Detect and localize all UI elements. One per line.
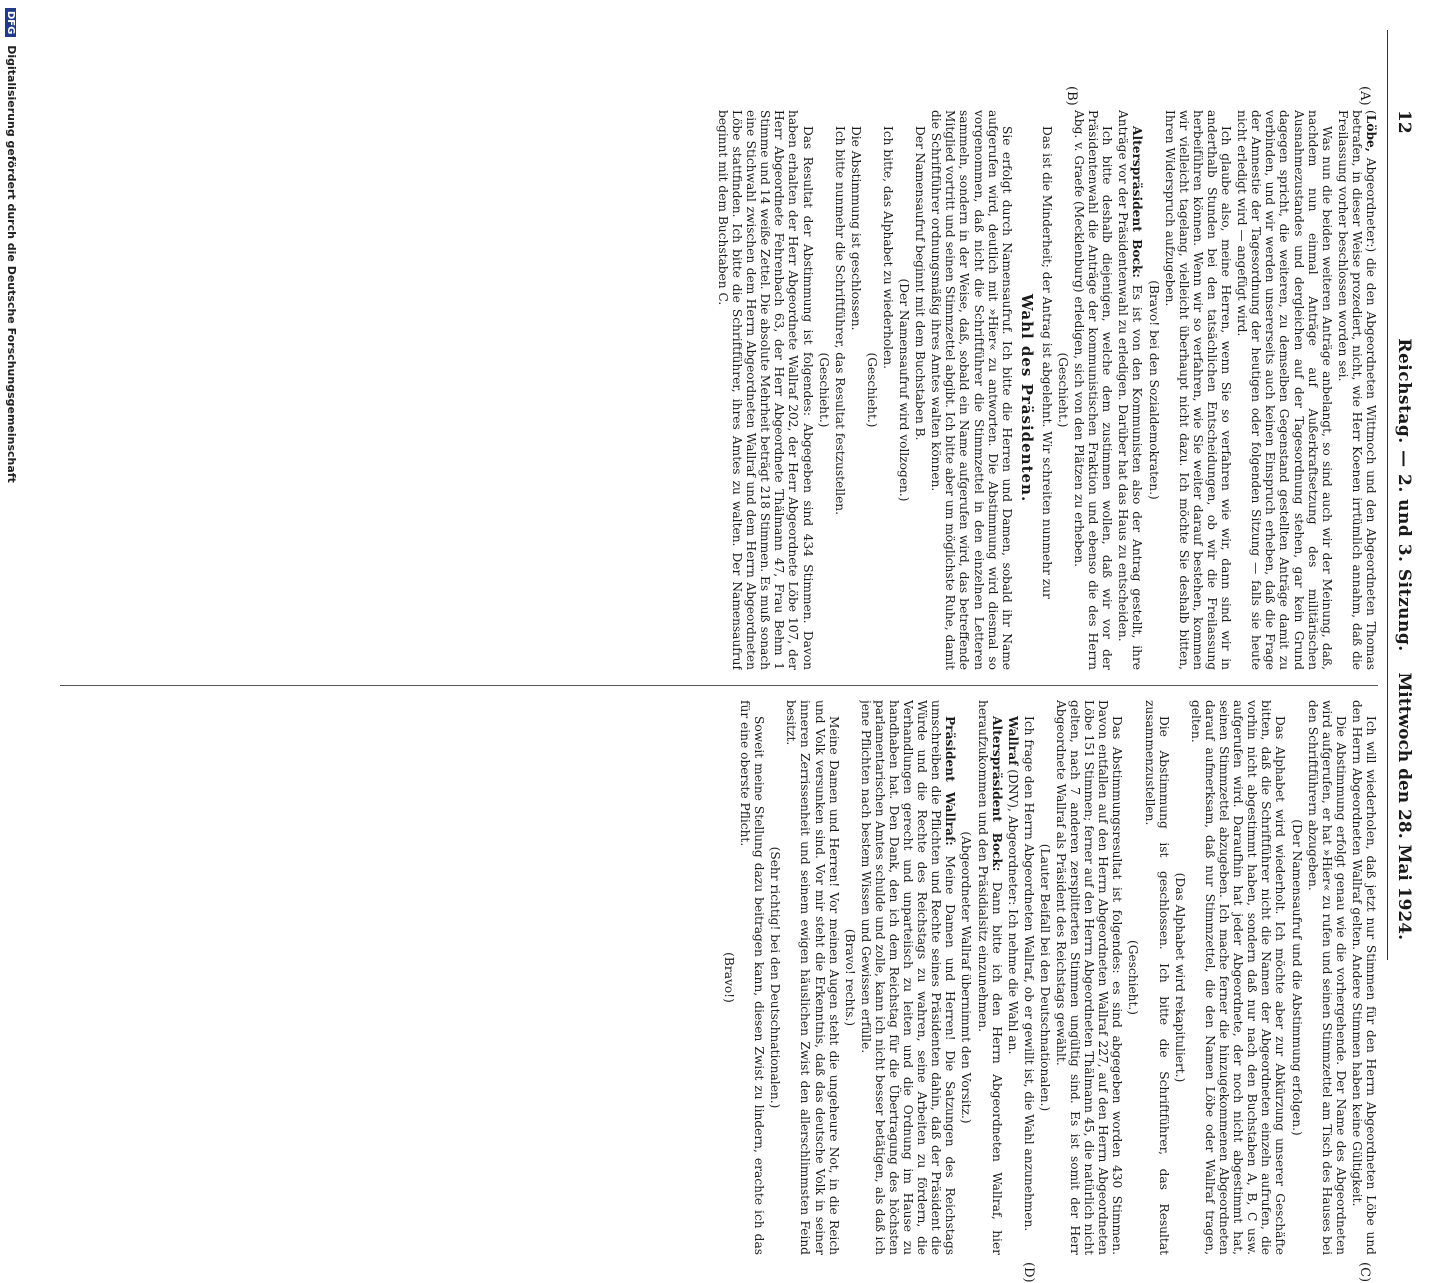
page-title: Reichstag. — 2. und 3. Sitzung.: [1394, 338, 1414, 652]
paragraph: Das Abstimmungsresultat ist folgendes: es sind abgegeben worden 430 Stimmen. Davon entfallen auf den Herrn Abgeordneten Wallraf 227, auf den Herrn Abgeordneten Löbe 151 Stimmen; ferner auf den Herrn Abgeordneten Thälmann 45, die natürlich nicht gelten, nach 7 anderen zersplitterten Stimmen ungültig sind. Es ist somit der Herr Abgeordnete Wallraf als Präsident des Reichstags gewählt.: [1054, 700, 1125, 1255]
column-divider: [60, 685, 1378, 686]
paragraph: [1116, 110, 1144, 670]
margin-marker-d: (D): [1021, 1262, 1036, 1283]
stage-direction: (Der Namensaufruf wird vollzogen.): [897, 278, 912, 502]
speaker-name: Löbe,: [1364, 114, 1378, 152]
speaker-role: Abgeordneter:: [1364, 157, 1378, 248]
section-heading: Wahl des Präsidenten.: [1017, 293, 1036, 503]
paragraph: (Löbe, Abgeordneter:) die den Abgeordneten Wittmoch und den Abgeordneten Thomas betrafen, in dieser Weise prozediert, nicht, wie Herr Koenen irrtümlich annahm, daß die Freilassung vorher beschlossen worden sei.: [1335, 110, 1378, 670]
paragraph: Meine Damen und Herren! Vor meinen Augen steht die ungeheure Not, in die Reich und Volk versunken sind. Vor mir steht die Erkenntnis, daß das deutsche Volk in seiner inneren Zerrissenheit und seinem ewigen häuslichen Zwist den allerschlimmsten Feind besitzt.: [784, 700, 841, 1255]
paragraph-text: Dann bitte ich den Herrn Abgeordneten Wallraf, hier heraufzukommen und den Präsidialsitz einzunehmen.: [975, 700, 1004, 1255]
stage-direction: (Der Namensaufruf und die Abstimmung erfolgen.): [1289, 819, 1304, 1136]
stage-direction: (Geschieht.): [816, 352, 831, 428]
dfg-credit: [4, 8, 18, 988]
paragraph: Was nun die beiden weiteren Anträge anbelangt, so sind auch wir der Meinung, daß, nachdem nun einmal Anträge auf Außerkraftsetzung des militärischen Ausnahmezustandes und dergleichen auf der Tagesordnung stehen, gar kein Grund dagegen spricht, die weiteren, zu demselben Gegenstand gestellten Anträge damit zu verbinden, und wir werden unsererseits auch keinen Einspruch erheben, daß die Frage der Amnestie der Tagesordnung der heutigen oder folgenden Sitzung — falls sie heute nicht erledigt wird — angefügt wird.: [1235, 110, 1334, 670]
paragraph: Das ist die Minderheit; der Antrag ist abgelehnt. Wir schreiten nunmehr zur: [1039, 126, 1054, 599]
speaker-name: Alterspräsident Bock:: [1130, 126, 1145, 278]
stage-direction: (Bravo! bei den Sozialdemokraten.): [1146, 280, 1161, 500]
dfg-credit-text: Digitalisierung gefördert durch die Deutsche Forschungsgemeinschaft: [5, 45, 18, 483]
paragraph: [1006, 700, 1020, 1255]
paragraph: [975, 700, 1003, 1255]
margin-marker-b: (B): [1064, 86, 1079, 106]
stage-direction: (Geschieht.): [1126, 939, 1141, 1016]
left-column: [20, 110, 1378, 670]
speaker-name: Alterspräsident Bock:: [989, 716, 1004, 872]
stage-direction: (Sehr richtig! bei den Deutschnationalen.): [768, 846, 783, 1109]
paragraph: Ich bitte nunmehr die Schriftführer, das Resultat festzustellen.: [832, 126, 847, 515]
paragraph: Das Alphabet wird wiederholt. Ich möchte aber zur Abkürzung unserer Geschäfte bitten, daß die Schriftführer nicht die Namen der Abgeordneten einzeln aufrufen, die vorhin nicht abgestimmt haben, sondern daß nur nach den Buchstaben A, B, C usw. aufgerufen wird. Daraufhin hat jeder Abgeordnete, der noch nicht abgestimmt hat, seinen Stimmzettel abzugeben. Ich mache ferner die hinzugekommenen Abgeordneten darauf aufmerksam, daß nur Stimmzettel, die den Namen Löbe oder Wallraf tragen, gelten.: [1188, 700, 1288, 1255]
margin-marker-c: (C): [1357, 1262, 1372, 1283]
stage-direction: (Geschieht.): [864, 352, 879, 428]
right-column: [20, 700, 1378, 1255]
stage-direction: (Bravo!): [721, 952, 736, 1003]
paragraph-text: Es ist von den Kommunisten also der Antrag gestellt, ihre Anträge vor der Präsidentenwahl zu erledigen. Darüber hat das Haus zu entscheiden.: [1116, 110, 1145, 670]
stage-direction: (Abgeordneter Wallraf übernimmt den Vorsitz.): [959, 831, 974, 1124]
speaker-name: Wallraf: [1005, 716, 1020, 766]
paragraph: Der Namensaufruf beginnt mit dem Buchstaben B.: [913, 126, 928, 441]
paragraph: [859, 700, 958, 1255]
stage-direction: (Bravo! rechts.): [842, 928, 857, 1027]
dfg-logo: DFG: [5, 8, 16, 37]
paragraph-text: Meine Damen und Herren! Die Satzungen des Reichstags umschreiben die Pflichten und Rechte seines Präsidenten dahin, daß der Präsident die Würde und die Rechte des Reichstags zu wahren, seine Arbeiten zu fördern, die Verhandlungen gerecht und unparteiisch zu leiten und die Ordnung im Hause zu handhaben hat. Den Dank, den ich dem Reichstag für die Übertragung des höchsten parlamentarischen Amtes schulde und zolle, kann ich nicht besser betätigen, als daß ich jene Pflichten nach bestem Wissen und Gewissen erfülle.: [858, 700, 958, 1255]
paragraph-text: die den Abgeordneten Wittmoch und den Abgeordneten Thomas betrafen, in dieser Weise prozediert, nicht, wie Herr Koenen irrtümlich annahm, daß die Freilassung vorher beschlossen worden sei.: [1335, 110, 1378, 670]
paragraph: Soweit meine Stellung dazu beitragen kann, diesen Zwist zu lindern, erachte ich das für eine oberste Pflicht.: [738, 700, 767, 1255]
paragraph-text: (DNV), Abgeordneter: Ich nehme die Wahl an.: [1005, 769, 1020, 1055]
page-header: [1387, 30, 1416, 960]
speaker-name: Präsident Wallraf:: [943, 716, 958, 846]
paragraph: Die Abstimmung ist geschlossen. Ich bitte die Schriftführer, das Resultat zusammenzustellen.: [1142, 700, 1171, 1255]
stage-direction: (Lauter Beifall bei den Deutschnationalen.): [1037, 843, 1052, 1112]
session-date: Mittwoch den 28. Mai 1924.: [1394, 672, 1414, 940]
margin-marker-a: (A): [1357, 86, 1372, 106]
paragraph: Das Resultat der Abstimmung ist folgendes: Abgegeben sind 434 Stimmen. Davon haben erhalten der Herr Abgeordnete Wallraf 202, der Herr Abgeordnete Löbe 107, der Herr Abgeordnete Fehrenbach 63, der Herr Abgeordnete Thälmann 47, Frau Behm 1 Stimme und 14 weiße Zettel. Die absolute Mehrheit beträgt 218 Stimmen. Es muß sonach eine Stichwahl zwischen dem Herrn Abgeordneten Wallraf und dem Herrn Abgeordneten Löbe stattfinden. Ich bitte die Schriftführer, ihres Amtes zu walten. Der Namensaufruf beginnt mit dem Buchstaben C.: [715, 110, 815, 670]
paragraph: Ich bitte deshalb diejenigen, welche dem zustimmen wollen, daß wir vor der Präsidentenwahl die Anträge der kommunistischen Fraktion und ebenso die des Herrn Abg. v. Graefe (Mecklenburg) erledigen, sich von den Plätzen zu erheben.: [1072, 110, 1115, 670]
paragraph: Ich frage den Herrn Abgeordneten Wallraf, ob er gewillt ist, die Wahl anzunehmen.: [1021, 716, 1036, 1232]
paragraph: Ich glaube also, meine Herren, wenn Sie so verfahren wie wir, dann sind wir in anderthalb Stunden bei den tatsächlichen Entscheidungen, ob wir die Freilassung herbeiführen können. Wenn wir so verfahren, wie Sie weiter darauf bestehen, kommen wir vielleicht tagelang, vielleicht überhaupt nicht dazu. Ich möchte Sie deshalb bitten, Ihren Widerspruch aufzugeben.: [1162, 110, 1234, 670]
paragraph: Die Abstimmung erfolgt genau wie die vorhergehende. Der Name des Abgeordneten wird aufgerufen, er hat »Hier« zu rufen und seinen Stimmzettel am Tisch des Hauses bei den Schriftführern abzugeben.: [1305, 700, 1348, 1255]
stage-direction: (Geschieht.): [1056, 352, 1071, 428]
paragraph: Ich will wiederholen, daß jetzt nur Stimmen für den Herrn Abgeordneten Löbe und den Herrn Abgeordneten Wallraf gelten. Andere Stimmen haben keine Gültigkeit.: [1349, 700, 1378, 1255]
page-number: 12: [1394, 110, 1414, 134]
paragraph: Sie erfolgt durch Namensaufruf. Ich bitte die Herren und Damen, sobald ihr Name aufgerufen wird, deutlich mit »Hier« zu antworten. Die Abstimmung wird diesmal so vorgenommen, daß nicht die Schriftführer die Stimmzettel in den einzelnen Letteren sammeln, sondern in der Weise, daß, sobald ein Name aufgerufen wird, das betreffende Mitglied vortritt und seinen Stimmzettel abgibt. Ich bitte aber um möglichste Ruhe, damit die Schriftführer ordnungsmäßig ihres Amtes walten können.: [929, 110, 1014, 670]
paragraph: Ich bitte, das Alphabet zu wiederholen.: [881, 126, 895, 369]
paragraph: Die Abstimmung ist geschlossen.: [848, 126, 863, 331]
stage-direction: (Das Alphabet wird rekapituliert.): [1172, 872, 1187, 1083]
